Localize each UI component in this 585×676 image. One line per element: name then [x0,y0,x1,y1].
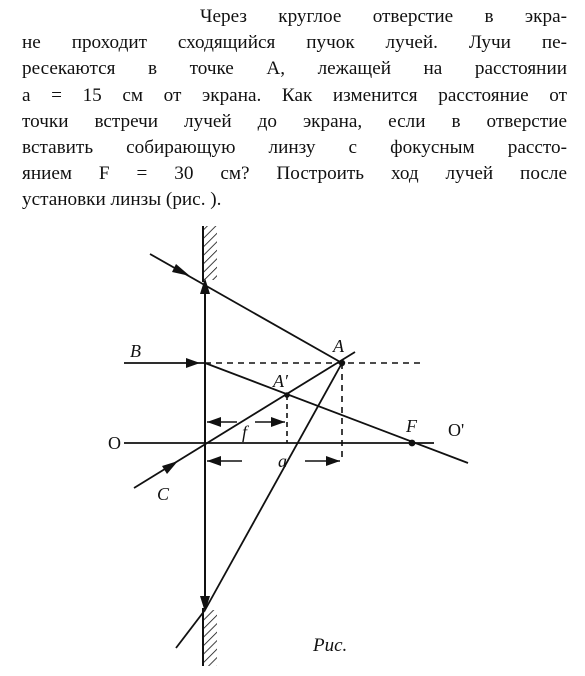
problem-line: a = 15 см от экрана. Как изменится расстояние от [22,84,567,106]
point-f [409,440,416,447]
point-a-prime [284,392,290,398]
point-a [339,360,345,366]
label-a: A [333,336,344,356]
label-f-focus: F [406,416,417,436]
problem-line: вставить собирающую линзу с фокусным рассто- [22,136,567,158]
figure-caption: Рис. [313,635,348,656]
dimension-a [207,456,340,466]
label-f-distance: f [242,422,248,442]
label-a-distance: a [278,451,287,471]
upper-ray [150,254,342,363]
problem-line: точки встречи лучей до экрана, если в отверстие [22,110,567,132]
ray-c [134,352,355,488]
label-b: B [130,341,141,361]
problem-line: Через круглое отверстие в экра- [200,6,567,27]
label-c: C [157,484,170,504]
label-o: O [108,433,121,453]
label-o-prime: O' [448,420,465,440]
problem-line: янием F = 30 см? Построить ход лучей после [22,163,567,185]
problem-line: установки линзы (рис. ). [22,189,222,211]
problem-line: ресекаются в точке A, лежащей на расстоянии [22,58,567,80]
problem-line: не проходит сходящийся пучок лучей. Лучи пе- [22,32,567,54]
label-a-prime: A′ [273,371,288,391]
